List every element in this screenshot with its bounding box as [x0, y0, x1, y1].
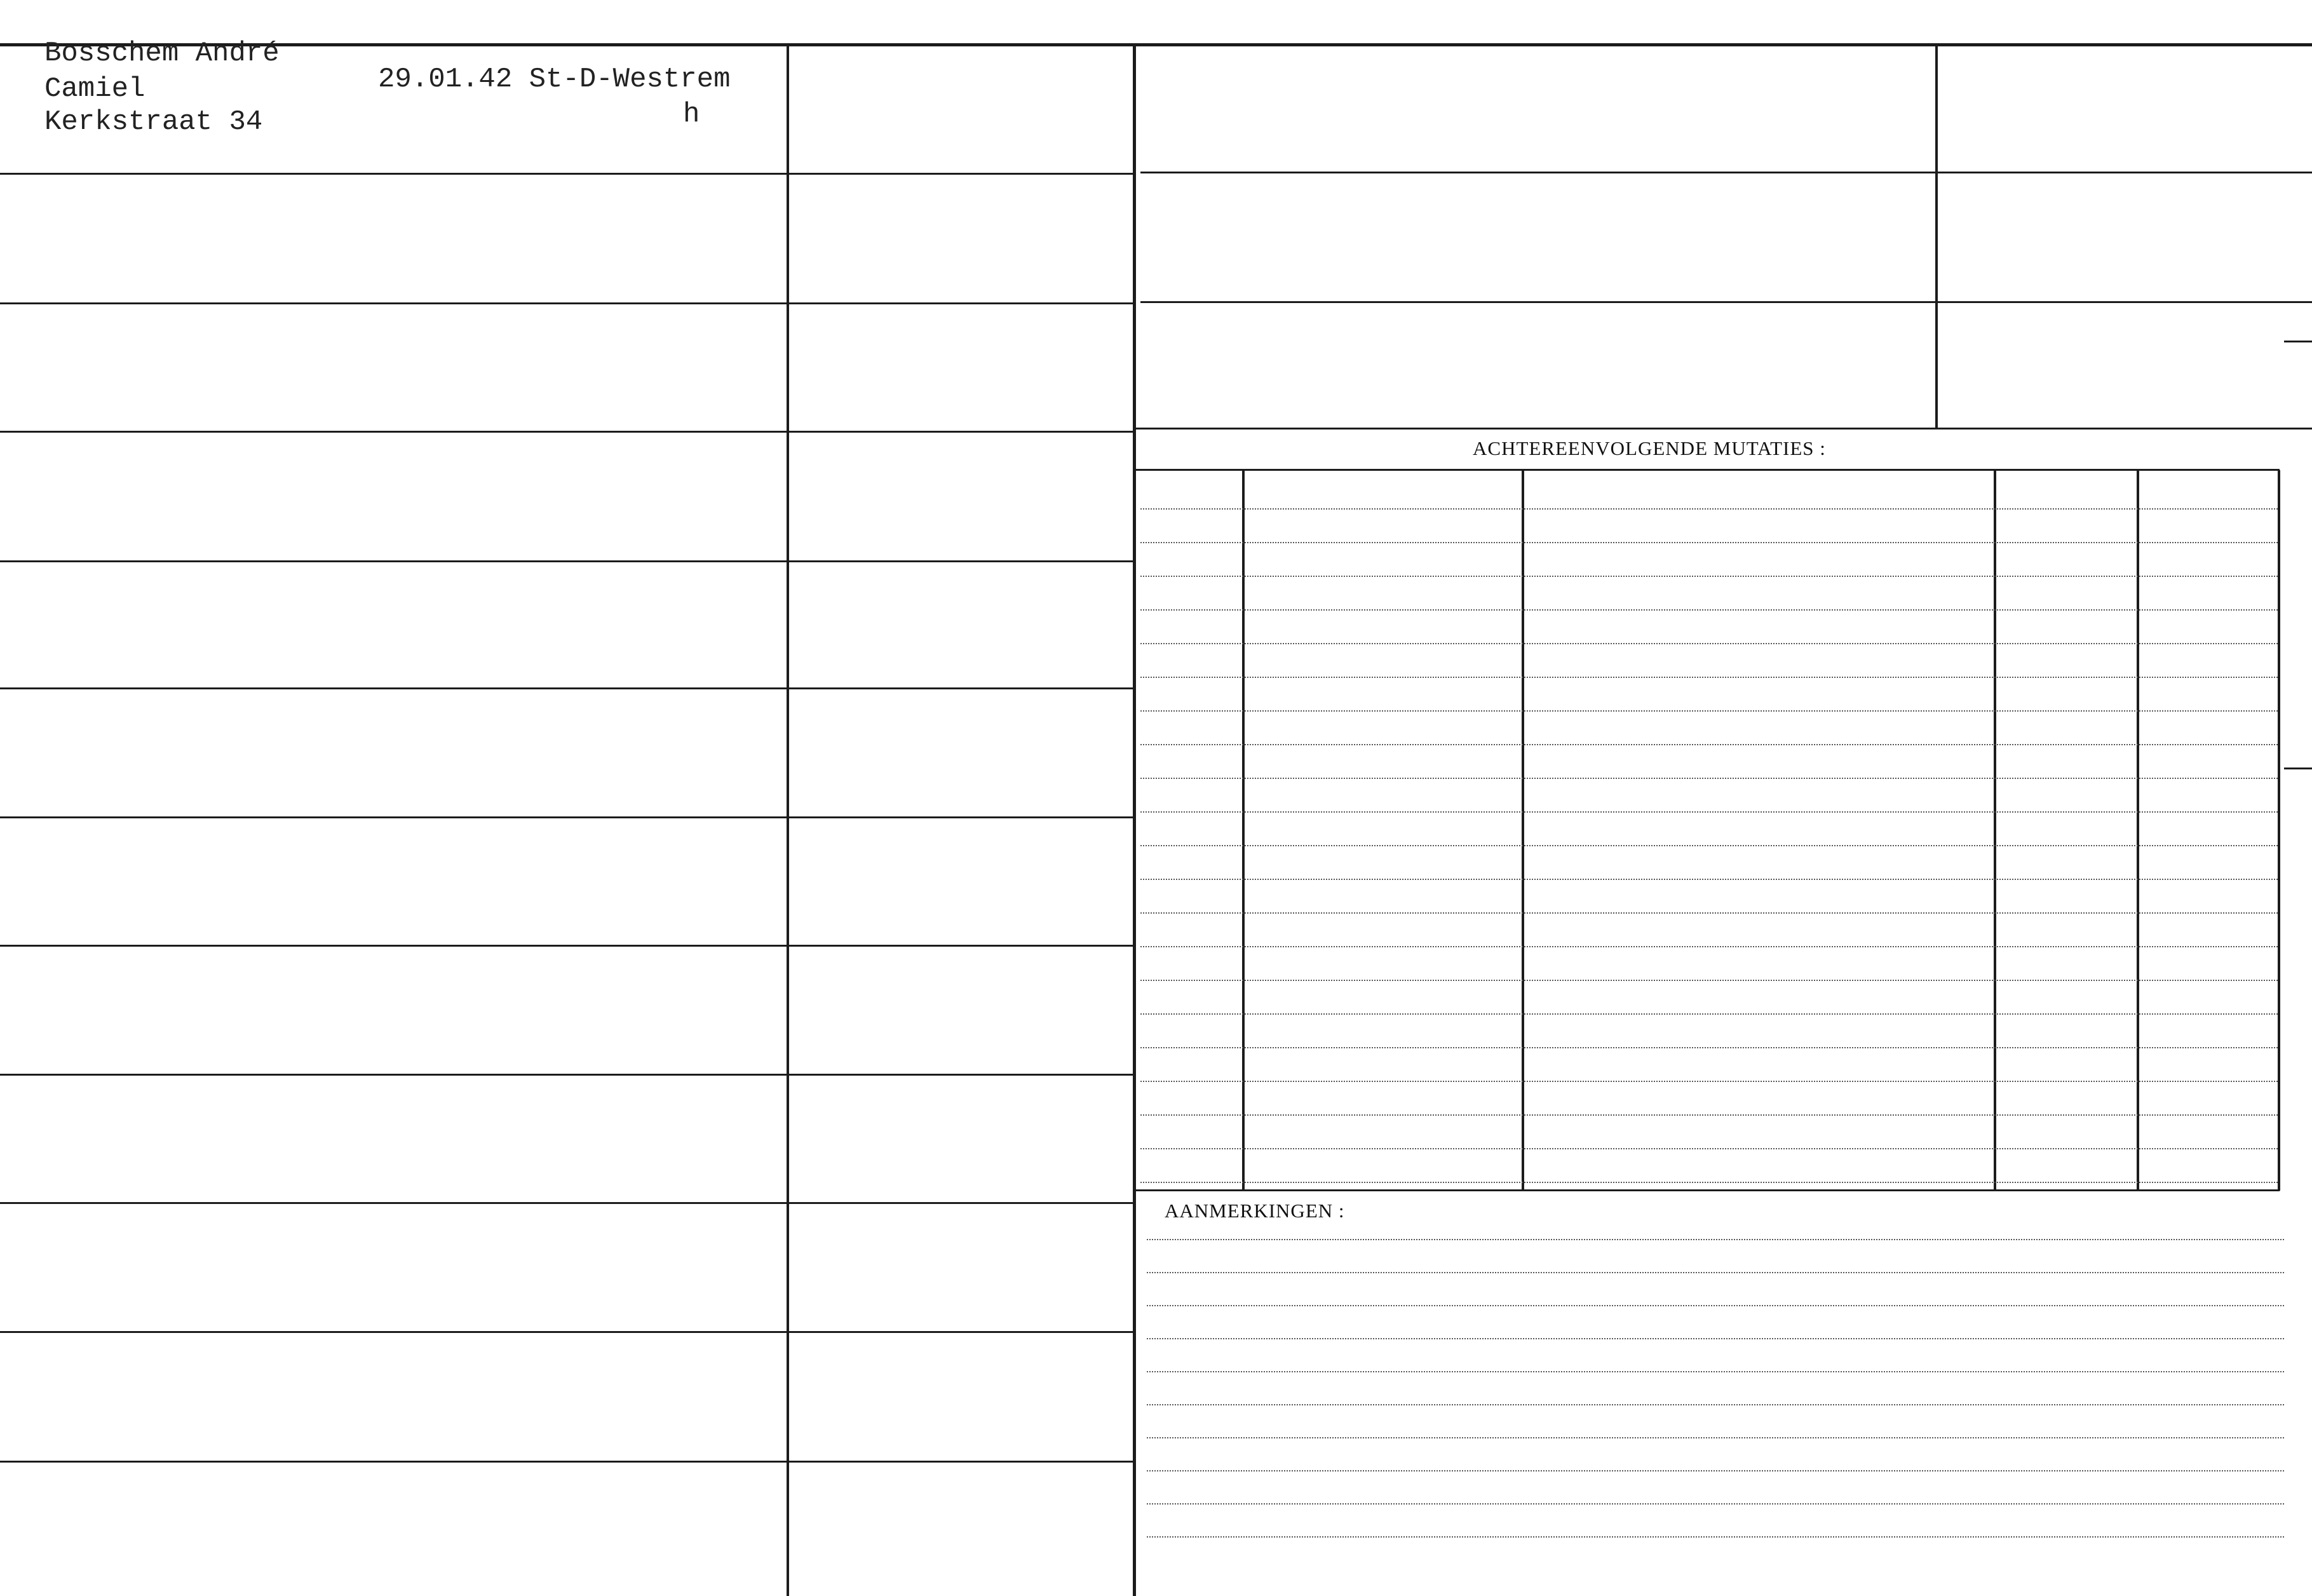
- mutation-row-line: [1140, 778, 2278, 779]
- left-row-line: [0, 1074, 1134, 1076]
- mutations-col-1: [1242, 470, 1245, 1191]
- center-divider: [1133, 46, 1136, 1596]
- mutation-row-line: [1140, 508, 2278, 510]
- left-row-line: [0, 1202, 1134, 1204]
- mutation-row-line: [1140, 980, 2278, 981]
- mutation-row-line: [1140, 1182, 2278, 1183]
- right-top-row-2: [1140, 301, 2312, 303]
- right-top-row-1: [1140, 172, 2312, 173]
- record-birth: 29.01.42 St-D-Westrem: [378, 64, 731, 95]
- right-top-divider: [1935, 46, 1938, 428]
- remark-row-line: [1147, 1371, 2284, 1372]
- right-top-row-3: [1136, 428, 2312, 429]
- mutation-row-line: [1140, 845, 2278, 846]
- remark-row-line: [1147, 1503, 2284, 1505]
- mutation-row-line: [1140, 1081, 2278, 1082]
- mutations-table-top: [1136, 469, 2280, 471]
- mutation-row-line: [1140, 879, 2278, 880]
- remark-row-line: [1147, 1305, 2284, 1306]
- mutation-row-line: [1140, 576, 2278, 577]
- mutations-col-2: [1522, 470, 1524, 1191]
- mutation-row-line: [1140, 677, 2278, 678]
- record-extra-mark: h: [683, 98, 700, 130]
- mutations-col-5: [2278, 470, 2280, 1191]
- mutations-col-3: [1994, 470, 1996, 1191]
- left-row-line: [0, 816, 1134, 818]
- remark-row-line: [1147, 1437, 2284, 1438]
- left-row-line: [0, 560, 1134, 562]
- record-name: Bosschem André: [44, 37, 280, 69]
- left-row-line: [0, 687, 1134, 689]
- edge-tick-2: [2284, 768, 2312, 769]
- mutation-row-line: [1140, 609, 2278, 611]
- mutation-row-line: [1140, 912, 2278, 914]
- remarks-heading: AANMERKINGEN :: [1165, 1200, 1345, 1222]
- mutations-col-4: [2137, 470, 2139, 1191]
- remark-row-line: [1147, 1272, 2284, 1273]
- mutation-row-line: [1140, 811, 2278, 813]
- remark-row-line: [1147, 1338, 2284, 1339]
- left-row-line: [0, 1461, 1134, 1463]
- mutation-row-line: [1140, 744, 2278, 745]
- remark-row-line: [1147, 1239, 2284, 1240]
- left-row-line: [0, 1331, 1134, 1333]
- mutations-heading: ACHTEREENVOLGENDE MUTATIES :: [1473, 437, 1826, 459]
- mutations-table-bottom: [1136, 1189, 2280, 1191]
- left-row-line: [0, 945, 1134, 947]
- record-first-name: Camiel: [44, 73, 145, 105]
- mutation-row-line: [1140, 643, 2278, 644]
- top-border: [0, 43, 2312, 46]
- mutation-row-line: [1140, 1114, 2278, 1116]
- mutation-row-line: [1140, 542, 2278, 543]
- left-row-line: [0, 302, 1134, 304]
- record-address: Kerkstraat 34: [44, 106, 263, 138]
- remark-row-line: [1147, 1536, 2284, 1538]
- remark-row-line: [1147, 1404, 2284, 1405]
- mutation-row-line: [1140, 1013, 2278, 1015]
- mutation-row-line: [1140, 1148, 2278, 1149]
- left-row-line: [0, 173, 1134, 175]
- remark-row-line: [1147, 1470, 2284, 1471]
- left-grid-divider: [787, 46, 789, 1596]
- left-row-line: [0, 431, 1134, 433]
- mutation-row-line: [1140, 1047, 2278, 1048]
- edge-tick-1: [2284, 341, 2312, 342]
- mutation-row-line: [1140, 946, 2278, 947]
- mutation-row-line: [1140, 710, 2278, 712]
